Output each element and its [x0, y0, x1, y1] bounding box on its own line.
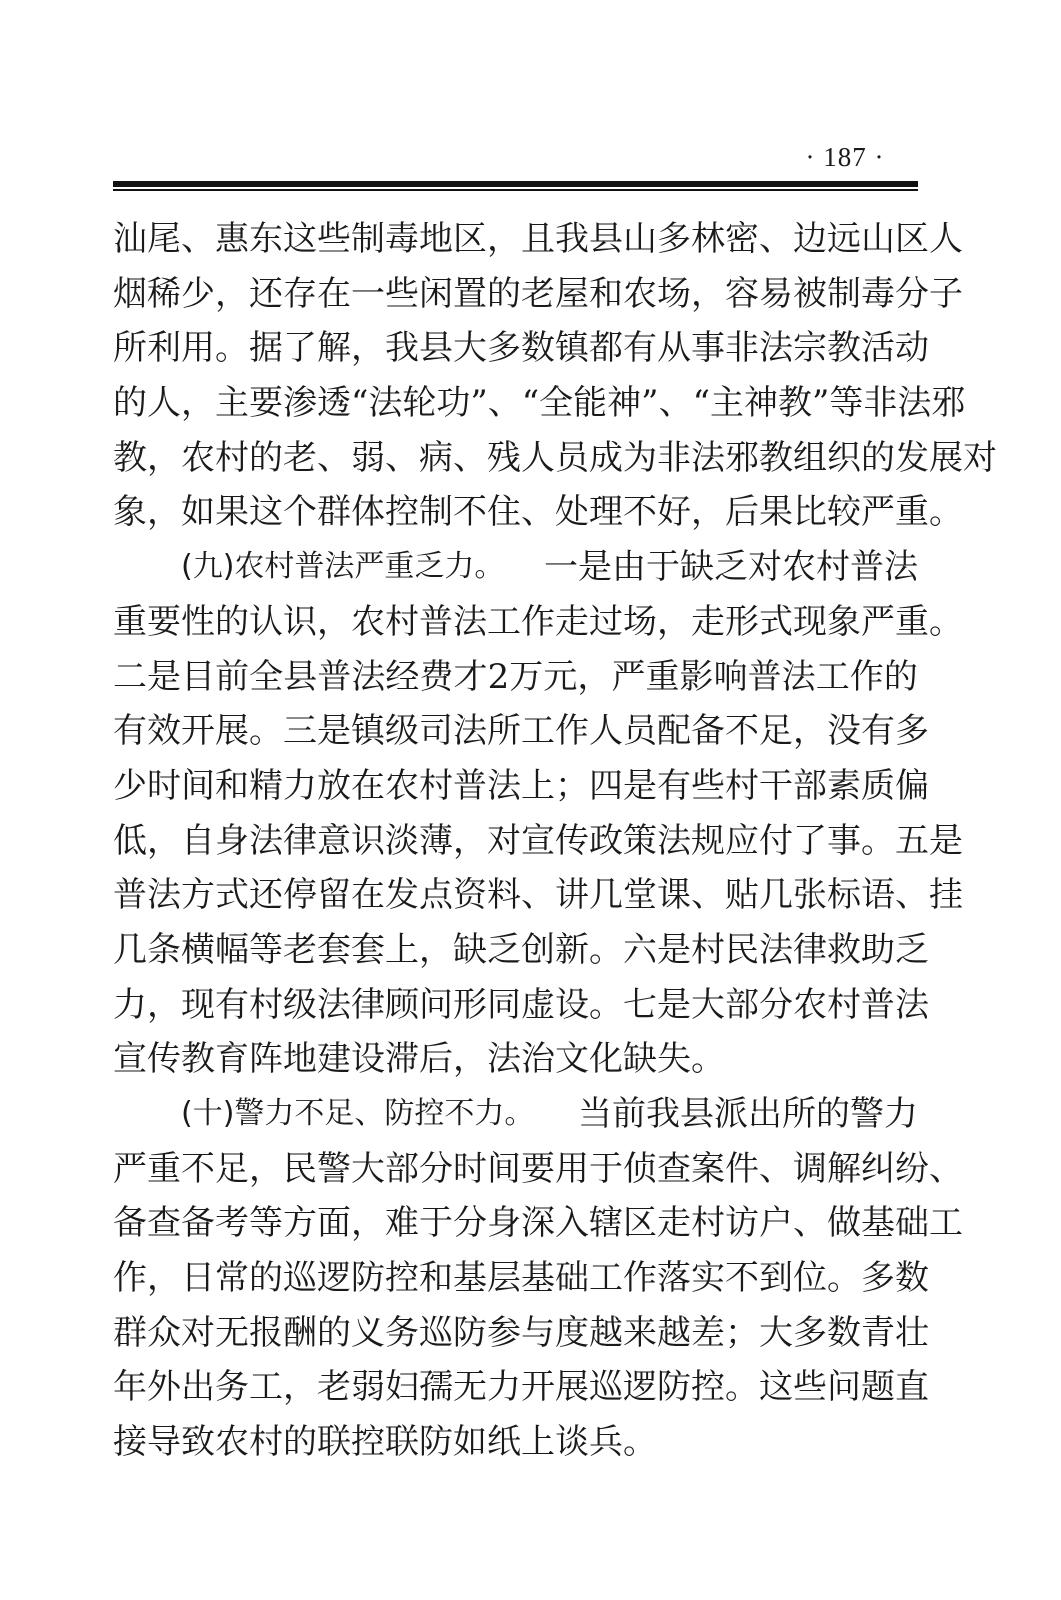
header-rule-thick — [113, 181, 918, 187]
text-line: 力 ， 现 有 村 级 法 律 顾 问 形 同 虚 设 。 七 是 大 部 分 农 村 普 法 — [113, 984, 929, 1025]
text-line: 接导致农村的联控联防如纸上谈兵。 — [113, 1422, 657, 1463]
text-line: 群 众 对 无 报 酬 的 义 务 巡 防 参 与 度 越 来 越 差 ； 大 多 数 青 壮 — [113, 1312, 929, 1353]
text-line: 几 条 横 幅 等 老 套 套 上 ， 缺 乏 创 新 。 六 是 村 民 法 律 救 助 乏 — [113, 929, 929, 970]
text-line — [113, 1087, 918, 1142]
text-line: 普 法 方 式 还 停 留 在 发 点 资 料 、 讲 几 堂 课 、 贴 几 张 标 语 、 挂 — [113, 875, 963, 916]
text-line: 备 查 备 考 等 方 面 ， 难 于 分 身 深 入 辖 区 走 村 访 户 、 做 基 础 工 — [113, 1203, 963, 1244]
text-line: 汕 尾 、 惠 东 这 些 制 毒 地 区 ， 且 我 县 山 多 林 密 、 边 远 山 区 人 — [113, 219, 963, 259]
text-line: 年 外 出 务 工 ， 老 弱 妇 孺 无 力 开 展 巡 逻 防 控 。 这 些 问 题 直 — [113, 1367, 929, 1408]
text-line: 作 ， 日 常 的 巡 逻 防 控 和 基 层 基 础 工 作 落 实 不 到 位 。 多 数 — [113, 1258, 929, 1299]
section-heading-nine: (九)农村普法严重乏力。 — [181, 549, 505, 585]
text-line: 烟 稀 少 ， 还 存 在 一 些 闲 置 的 老 屋 和 农 场 ， 容 易 被 制 毒 分 子 — [113, 273, 963, 314]
header-rule-thin — [113, 189, 918, 191]
text-line: 二 是 目 前 全 县 普 法 经 费 才 2 万 元 ， 严 重 影 响 普 法 工 作 的 — [113, 656, 918, 697]
text-line: 教 ， 农 村 的 老 、 弱 、 病 、 残 人 员 成 为 非 法 邪 教 组 织 的 发 展 对 — [113, 437, 997, 478]
section-heading-ten: (十)警力不足、防控不力。 — [181, 1096, 535, 1131]
text-line: 严 重 不 足 ， 民 警 大 部 分 时 间 要 用 于 侦 查 案 件 、 调 解 纠 纷 、 — [113, 1148, 963, 1189]
text-line: 象，如果这个群体控制不住、处理不好，后果比较严重。 — [113, 492, 963, 533]
text-line: 重 要 性 的 认 识 ， 农 村 普 法 工 作 走 过 场 ， 走 形 式 现 象 严 重 。 — [113, 601, 963, 642]
text-line: 有 效 开 展 。 三 是 镇 级 司 法 所 工 作 人 员 配 备 不 足 ， 没 有 多 — [113, 711, 929, 752]
text-run: 一是由于缺乏对农村普法 — [544, 547, 918, 588]
text-line: 低 ， 自 身 法 律 意 识 淡 薄 ， 对 宣 传 政 策 法 规 应 付 了 事 。 五 是 — [113, 820, 963, 861]
text-line: 的 人 ， 主 要 渗 透 “ 法 轮 功 ” 、 “ 全 能 神 ” 、 “ 主 神 教 ” 等 非 法 邪 — [113, 383, 966, 424]
text-line: 所 利 用 。 据 了 解 ， 我 县 大 多 数 镇 都 有 从 事 非 法 宗 教 活 动 — [113, 328, 929, 369]
text-line: 少 时 间 和 精 力 放 在 农 村 普 法 上 ； 四 是 有 些 村 干 部 素 质 偏 — [113, 765, 929, 806]
body-text — [113, 212, 997, 1470]
page-number: · 187 · — [805, 142, 885, 172]
text-line — [113, 540, 918, 595]
text-line: 宣传教育阵地建设滞后，法治文化缺失。 — [113, 1039, 725, 1080]
text-run: 当前我县派出所的警力 — [578, 1094, 918, 1134]
